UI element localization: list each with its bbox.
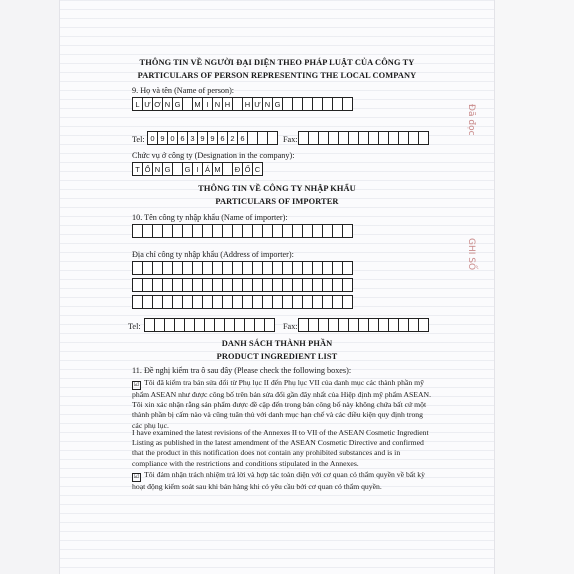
person-name-field[interactable] bbox=[132, 97, 352, 111]
declaration-en bbox=[132, 428, 432, 469]
ingredients-title-vi: DANH SÁCH THÀNH PHẦN bbox=[221, 339, 333, 348]
char-box[interactable] bbox=[418, 131, 429, 145]
position-label: Chức vụ ở công ty (Designation in the company): bbox=[132, 151, 295, 160]
char-box[interactable]: M bbox=[212, 162, 223, 176]
char-box[interactable] bbox=[342, 97, 353, 111]
char-box[interactable]: 6 bbox=[177, 131, 188, 145]
importer-name-label: 10. Tên công ty nhập khẩu (Name of importer): bbox=[132, 213, 288, 222]
check-instruction: 11. Đề nghị kiểm tra ô sau đây (Please check the following boxes): bbox=[132, 366, 352, 375]
char-box[interactable]: Ư bbox=[252, 97, 263, 111]
importer-fax-label: Fax: bbox=[283, 322, 298, 331]
char-box[interactable]: 0 bbox=[147, 131, 158, 145]
char-box[interactable]: 9 bbox=[197, 131, 208, 145]
fax-label: Fax: bbox=[283, 135, 298, 144]
char-box[interactable]: 6 bbox=[237, 131, 248, 145]
char-box[interactable]: Ổ bbox=[142, 162, 153, 176]
importer-name-field[interactable] bbox=[132, 224, 352, 238]
char-box[interactable]: N bbox=[162, 97, 173, 111]
char-box[interactable] bbox=[342, 261, 353, 275]
representative-title-en: PARTICULARS OF PERSON REPRESENTING THE LOCAL COMPANY bbox=[137, 71, 417, 80]
char-box[interactable]: M bbox=[192, 97, 203, 111]
importer-tel-field[interactable] bbox=[144, 318, 274, 332]
importer-title-en: PARTICULARS OF IMPORTER bbox=[215, 197, 339, 206]
importer-fax-field[interactable] bbox=[298, 318, 428, 332]
importer-address-label: Địa chỉ công ty nhập khẩu (Address of importer): bbox=[132, 250, 294, 259]
importer-address-field-3[interactable] bbox=[132, 295, 352, 309]
declaration-checkbox-1[interactable]: ☑ bbox=[133, 382, 140, 388]
ingredients-title-en: PRODUCT INGREDIENT LIST bbox=[216, 352, 338, 361]
char-box[interactable]: 0 bbox=[167, 131, 178, 145]
position-field[interactable] bbox=[132, 162, 262, 176]
background-edge bbox=[494, 0, 574, 574]
char-box[interactable]: T bbox=[132, 162, 143, 176]
declaration-vi-text: Tôi đã kiểm tra bản sửa đổi từ Phụ lục II đến Phụ lục VII của danh mục các thành phần mỹ phẩm ASEAN như được công bố trên bản sửa đổi gần đây nhất của Hiệp định mỹ phẩm ASEAN. Tôi xin xác nhận rằng sản phẩm được đề cập đến trong bản công bố này không chứa bất cứ một thành phần bị cấm nào và cũng tuân thủ với danh mục hạn chế và các điều kiện quy định trong các phụ lục. bbox=[132, 378, 432, 430]
char-box[interactable]: Á bbox=[202, 162, 213, 176]
char-box[interactable]: G bbox=[272, 97, 283, 111]
responsibility-text: Tôi đảm nhận trách nhiệm trả lời và hợp tác toàn diện với cơ quan có thẩm quyền về bất kỳ hoạt động kiểm soát sau khi bán hàng khi có yêu cầu bởi cơ quan có thẩm quyền. bbox=[132, 470, 425, 491]
char-box[interactable]: 2 bbox=[227, 131, 238, 145]
margin-stamp-bottom: GHI SỐ bbox=[466, 238, 476, 271]
person-name-label: 9. Họ và tên (Name of person): bbox=[132, 86, 235, 95]
char-box[interactable]: C bbox=[252, 162, 263, 176]
char-box[interactable] bbox=[267, 131, 278, 145]
char-box[interactable]: 6 bbox=[217, 131, 228, 145]
declaration-vi bbox=[132, 378, 432, 431]
char-box[interactable]: I bbox=[192, 162, 203, 176]
tel-label: Tel: bbox=[132, 135, 145, 144]
char-box[interactable]: I bbox=[202, 97, 213, 111]
char-box[interactable]: 9 bbox=[157, 131, 168, 145]
importer-address-field-2[interactable] bbox=[132, 278, 352, 292]
char-box[interactable]: Ư bbox=[142, 97, 153, 111]
representative-title-vi: THÔNG TIN VỀ NGƯỜI ĐẠI DIỆN THEO PHÁP LUẬT CỦA CÔNG TY bbox=[139, 58, 415, 67]
char-box[interactable]: 3 bbox=[187, 131, 198, 145]
char-box[interactable]: 9 bbox=[207, 131, 218, 145]
declaration-checkbox-2[interactable]: ☑ bbox=[133, 474, 140, 480]
char-box[interactable] bbox=[418, 318, 429, 332]
importer-title-vi: THÔNG TIN VỀ CÔNG TY NHẬP KHẨU bbox=[198, 184, 356, 193]
char-box[interactable]: G bbox=[162, 162, 173, 176]
char-box[interactable] bbox=[342, 295, 353, 309]
char-box[interactable]: G bbox=[172, 97, 183, 111]
char-box[interactable]: N bbox=[152, 162, 163, 176]
char-box[interactable]: H bbox=[242, 97, 253, 111]
char-box[interactable]: Ố bbox=[242, 162, 253, 176]
importer-tel-label: Tel: bbox=[128, 322, 141, 331]
char-box[interactable]: H bbox=[222, 97, 233, 111]
char-box[interactable]: Đ bbox=[232, 162, 243, 176]
declaration-en-text: I have examined the latest revisions of the Annexes II to VII of the ASEAN Cosmetic Ingredient Listing as published in the latest amendment of the ASEAN Cosmetic Directive and confirmed that the product in this notification does not contain any prohibited substances and is in compliance with the restrictions and conditions stipulated in the Annexes. bbox=[132, 428, 429, 468]
char-box[interactable]: N bbox=[262, 97, 273, 111]
char-box[interactable] bbox=[342, 224, 353, 238]
char-box[interactable]: G bbox=[182, 162, 193, 176]
char-box[interactable] bbox=[342, 278, 353, 292]
margin-stamp-top: Đã đọc bbox=[466, 104, 476, 136]
tel-field[interactable] bbox=[147, 131, 277, 145]
importer-address-field[interactable] bbox=[132, 261, 352, 275]
char-box[interactable]: L bbox=[132, 97, 143, 111]
fax-field[interactable] bbox=[298, 131, 428, 145]
char-box[interactable]: N bbox=[212, 97, 223, 111]
char-box[interactable] bbox=[264, 318, 275, 332]
responsibility-statement bbox=[132, 470, 432, 492]
char-box[interactable]: Ơ bbox=[152, 97, 163, 111]
